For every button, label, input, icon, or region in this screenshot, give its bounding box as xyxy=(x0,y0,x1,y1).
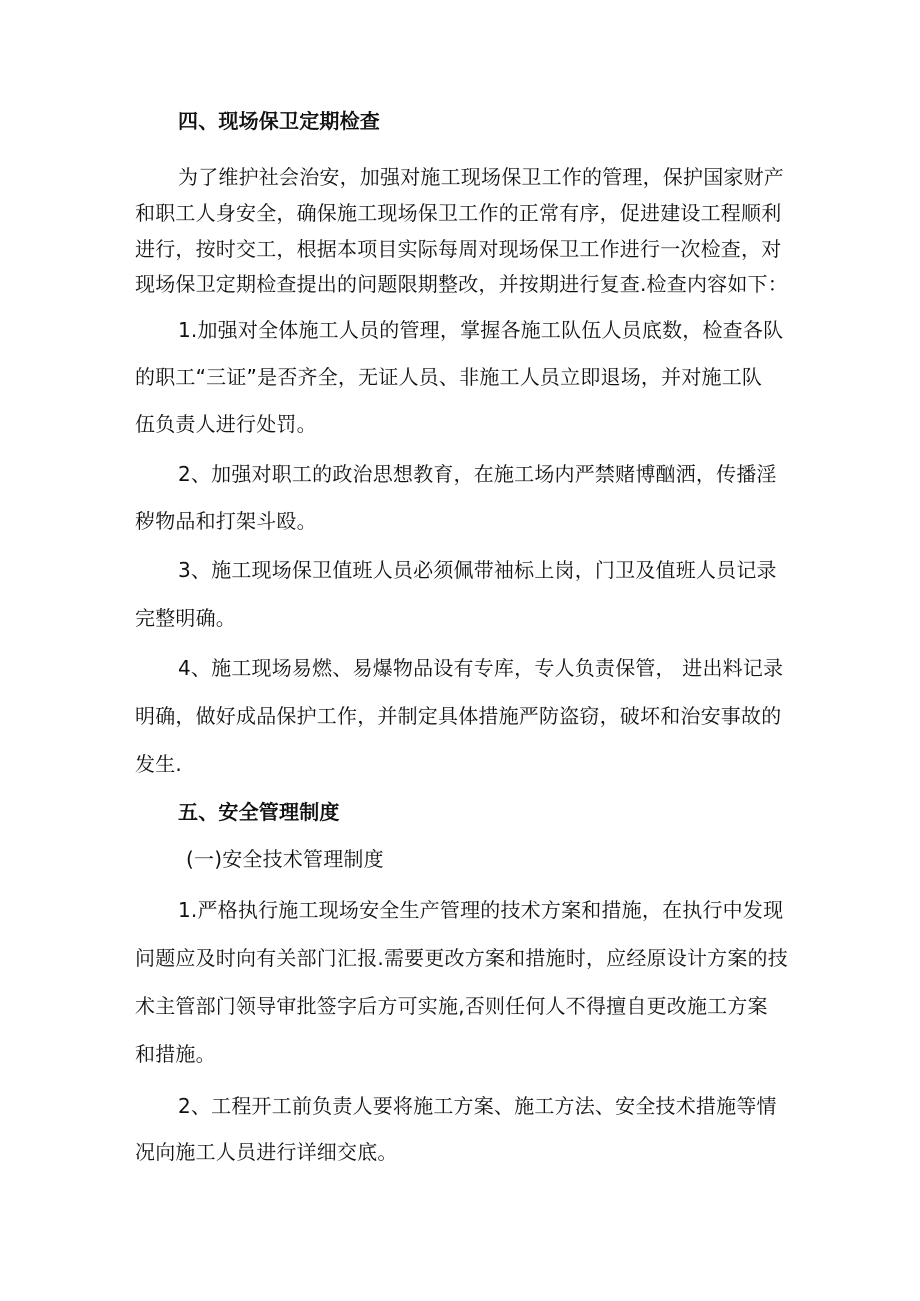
section-5-subheading: (一)安全技术管理制度 xyxy=(186,847,384,871)
section-4-intro-line: 进行，按时交工，根据本项目实际每周对现场保卫工作进行一次检查，对 xyxy=(135,237,782,261)
section-4-item-4-line: 明确，做好成品保护工作，并制定具体措施严防盗窃，破坏和治安事故的 xyxy=(135,704,782,728)
section-5-item-1-line: 问题应及时向有关部门汇报.需要更改方案和措施时，应经原设计方案的技 xyxy=(135,946,788,970)
section-4-heading: 四、现场保卫定期检查 xyxy=(178,109,380,133)
section-4-item-2-line: 2、加强对职工的政治思想教育，在施工场内严禁赌博酗洒，传播淫 xyxy=(178,462,777,486)
section-5-item-2-line: 况向施工人员进行详细交底。 xyxy=(135,1140,398,1164)
section-4-item-1-line: 伍负责人进行处罚。 xyxy=(135,412,317,436)
section-4-item-1-line: 的职工“三证”是否齐全，无证人员、非施工人员立即退场，并对施工队 xyxy=(135,365,763,389)
section-4-intro-line: 现场保卫定期检查提出的问题限期整改，并按期进行复查.检查内容如下： xyxy=(135,272,788,296)
section-4-item-3-line: 完整明确。 xyxy=(135,606,236,630)
section-5-item-1-line: 和措施。 xyxy=(135,1042,216,1066)
section-5-item-2-line: 2、工程开工前负责人要将施工方案、施工方法、安全技术措施等情 xyxy=(178,1094,777,1118)
section-5-heading: 五、安全管理制度 xyxy=(178,800,340,824)
section-4-item-2-line: 秽物品和打架斗殴。 xyxy=(135,509,317,533)
section-5-item-1-line: 1.严格执行施工现场安全生产管理的技术方案和措施，在执行中发现 xyxy=(178,898,784,922)
section-4-item-1-line: 1.加强对全体施工人员的管理，掌握各施工队伍人员底数，检查各队 xyxy=(178,318,784,342)
section-4-item-4-line: 发生. xyxy=(135,752,182,776)
section-5-item-1-line: 术主管部门领导审批签字后方可实施,否则任何人不得擅自更改施工方案 xyxy=(135,994,768,1018)
section-4-item-3-line: 3、施工现场保卫值班人员必须佩带袖标上岗，门卫及值班人员记录 xyxy=(178,558,777,582)
section-4-intro-line: 为了维护社会治安，加强对施工现场保卫工作的管理，保护国家财产 xyxy=(178,165,784,189)
section-4-intro-line: 和职工人身安全，确保施工现场保卫工作的正常有序，促进建设工程顺利 xyxy=(135,201,782,225)
section-4-item-4-line: 4、施工现场易燃、易爆物品设有专库，专人负责保管， 进出料记录 xyxy=(178,656,784,680)
